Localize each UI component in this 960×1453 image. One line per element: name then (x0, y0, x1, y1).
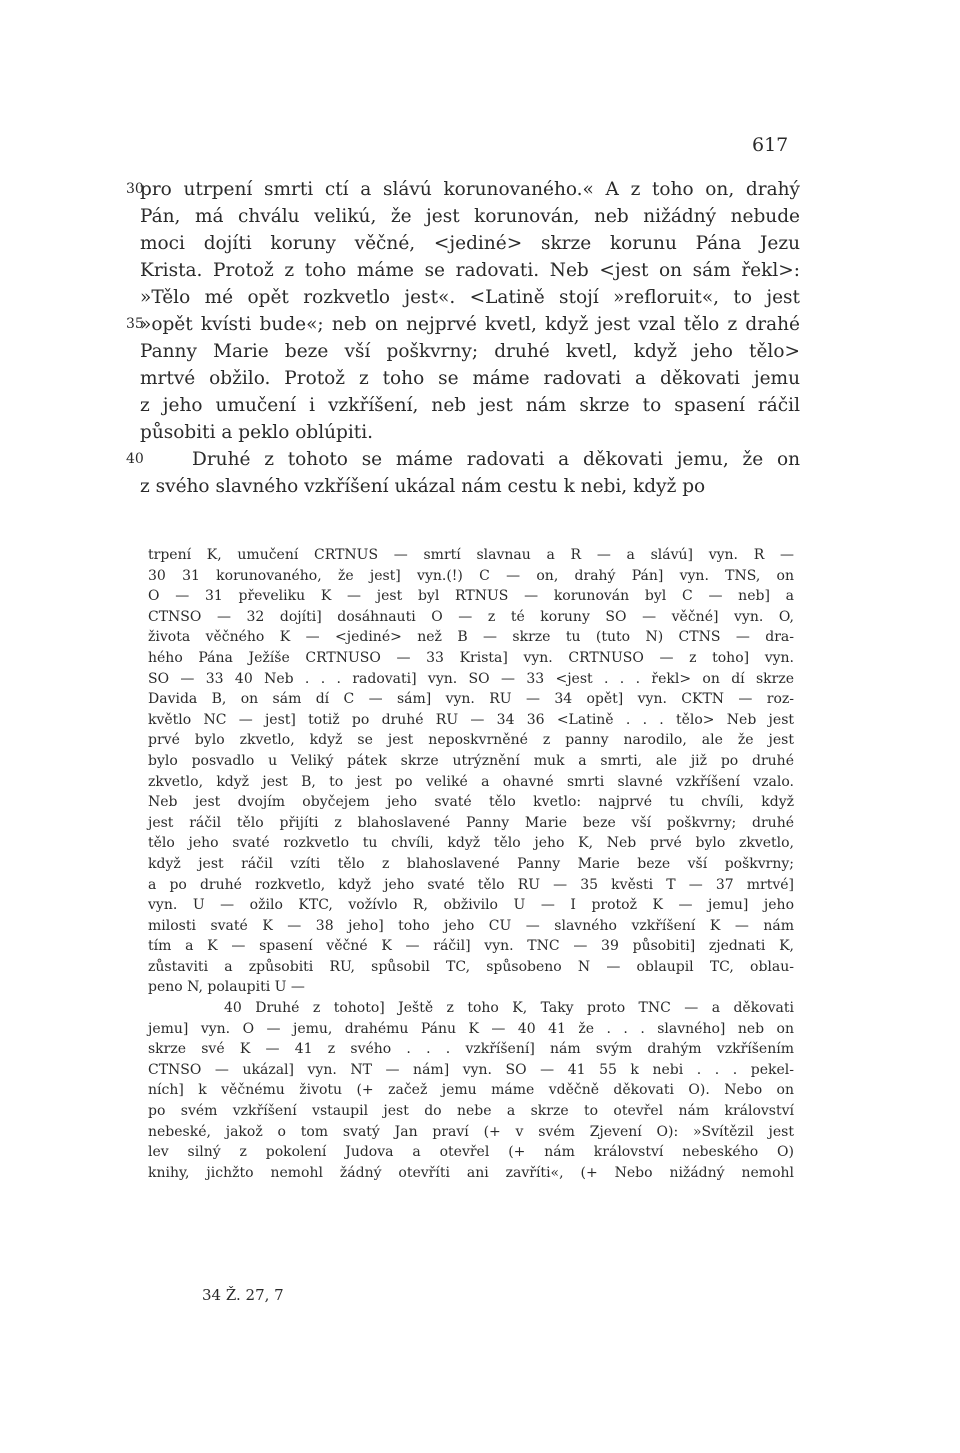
apparatus-line: 40 Druhé z tohoto] Ještě z toho K, Taky proto TNC — a děkovati (224, 1000, 794, 1017)
apparatus-line: peno N, polaupiti U — (148, 979, 305, 996)
apparatus-line: lev silný z pokolení Judova a otevřel (+ nám království nebeského O) (148, 1144, 794, 1161)
critical-apparatus (148, 545, 794, 1183)
main-text-line (140, 203, 800, 230)
main-text-line (140, 365, 800, 392)
apparatus-line: nebeské, jakož o tom svatý Jan praví (+ v svém Zjevení O): »Svítězil jest (148, 1123, 794, 1140)
apparatus-line: když jest ráčil vzíti tělo z blahoslavené Panny Marie beze vší poškvrny; (148, 855, 794, 872)
apparatus-line: skrze své K — 41 z svého . . . vzkříšení] nám svým drahým vzkříšením (148, 1041, 794, 1058)
apparatus-line: života věčného K — <jediné> než B — skrze tu (tuto N) CTNS — dra- (148, 629, 794, 646)
apparatus-line: SO — 33 40 Neb . . . radovati] vyn. SO — 33 <jest . . . řekl> on dí skrze (148, 670, 794, 687)
main-text-line (126, 311, 800, 338)
apparatus-line: prvé bylo zkvetlo, když se jest neposkvrněné z panny narodilo, ale že jest (148, 732, 794, 749)
apparatus-line: knihy, jichžto nemohl žádný otevříti ani zavříti«, (+ Nebo nižádný nemohl (148, 1164, 794, 1181)
line-number: 35 (126, 316, 144, 332)
line-number: 40 (126, 451, 144, 467)
line-text: Krista. Protož z toho máme se radovati. Neb <jest on sám řekl>: (140, 260, 800, 281)
apparatus-line: bylo posvadlo u Veliký pátek skrze utrýznění muk a smrti, ale již po druhé (148, 752, 794, 769)
apparatus-line: 30 31 korunovaného, že jest] vyn.(!) C — on, drahý Pán] vyn. TNS, on (148, 567, 794, 584)
apparatus-line: po svém vzkříšení vstaupil jest do nebe a skrze to otevřel nám království (148, 1103, 794, 1120)
main-text-line (140, 230, 800, 257)
apparatus-line: milosti svaté K — 38 jeho] toho jeho CU — slavného vzkříšení K — nám (148, 917, 794, 934)
line-text: moci dojíti koruny věčné, <jediné> skrze korunu Pána Jezu (140, 233, 800, 254)
apparatus-line: Neb jest dvojím obyčejem jeho svaté tělo kvetlo: najprvé tu chvíli, když (148, 794, 794, 811)
line-text: »opět kvísti bude«; neb on nejprvé kvetl, když jest vzal tělo z drahé (140, 314, 800, 335)
apparatus-line: tím a K — spasení věčné K — ráčil] vyn. TNC — 39 působiti] zjednati K, (148, 938, 794, 955)
line-text: pro utrpení smrti ctí a slávú korunovaného.« A z toho on, drahý (140, 179, 800, 200)
main-text-line (140, 473, 800, 500)
main-text-line (140, 257, 800, 284)
line-text: mrtvé obžilo. Protož z toho se máme radovati a děkovati jemu (140, 368, 800, 389)
apparatus-line: CTNSO — ukázal] vyn. NT — nám] vyn. SO — 41 55 k nebi . . . pekel- (148, 1061, 794, 1078)
apparatus-line: květlo NC — jest] totiž po druhé RU — 34 36 <Latině . . . tělo> Neb jest (148, 711, 794, 728)
main-text-line (140, 419, 800, 446)
line-text: působiti a peklo oblúpiti. (140, 422, 374, 443)
apparatus-line: zůstaviti a způsobiti RU, spůsobil TC, spůsobeno N — oblaupil TC, oblau- (148, 958, 794, 975)
line-number: 30 (126, 181, 144, 197)
main-text (126, 176, 800, 500)
line-text: Panny Marie beze vší poškvrny; druhé kvetl, když jeho tělo> (140, 341, 800, 362)
apparatus-line: a po druhé rozkvetlo, když jeho svaté tělo RU — 35 kvěsti T — 37 mrtvé] (148, 876, 794, 893)
apparatus-line: tělo jeho svaté rozkvetlo tu chvíli, když tělo jeho K, Neb prvé bylo zkvetlo, (148, 835, 794, 852)
main-text-line (140, 392, 800, 419)
apparatus-line: ních] k věčnému životu (+ začež jemu máme vděčně děkovati O). Nebo on (148, 1082, 794, 1099)
apparatus-line: zkvetlo, když jest B, to jest po veliké a ohavné smrti slavné vzkříšení vzalo. (148, 773, 794, 790)
line-text: »Tělo mé opět rozkvetlo jest«. <Latině stojí »refloruit«, to jest (140, 287, 800, 308)
apparatus-line: O — 31 převeliku K — jest byl RTNUS — korunován byl C — neb] a (148, 588, 794, 605)
apparatus-line: vyn. U — ožilo KTC, vožívlo R, obživilo U — I protož K — jemu] jeho (148, 897, 794, 914)
main-text-line (140, 338, 800, 365)
apparatus-line: CTNSO — 32 dojíti] dosáhnauti O — z té koruny SO — věčné] vyn. O, (148, 608, 794, 625)
apparatus-line: jest ráčil tělo přijíti z blahoslavené Panny Marie beze vší poškvrny; druhé (148, 814, 794, 831)
footnote: 34 Ž. 27, 7 (202, 1286, 284, 1304)
main-text-line (140, 284, 800, 311)
main-text-line (126, 446, 800, 473)
line-text: z svého slavného vzkříšení ukázal nám cestu k nebi, když po (140, 476, 706, 497)
main-text-line (126, 176, 800, 203)
page-number: 617 (752, 134, 789, 156)
line-text: z jeho umučení i vzkříšení, neb jest nám skrze to spasení ráčil (140, 395, 800, 416)
apparatus-line: hého Pána Ježíše CRTNUSO — 33 Krista] vyn. CRTNUSO — z toho] vyn. (148, 649, 794, 666)
line-text: Druhé z tohoto se máme radovati a děkovati jemu, že on (192, 449, 800, 470)
apparatus-line: trpení K, umučení CRTNUS — smrtí slavnau a R — a slávú] vyn. R — (148, 547, 794, 563)
apparatus-line: jemu] vyn. O — jemu, drahému Pánu K — 40 41 že . . . slavného] neb on (148, 1020, 794, 1037)
line-text: Pán, má chválu velikú, že jest korunován, neb nižádný nebude (140, 206, 800, 227)
apparatus-line: Davida B, on sám dí C — sám] vyn. RU — 34 opět] vyn. CKTN — roz- (148, 691, 794, 708)
